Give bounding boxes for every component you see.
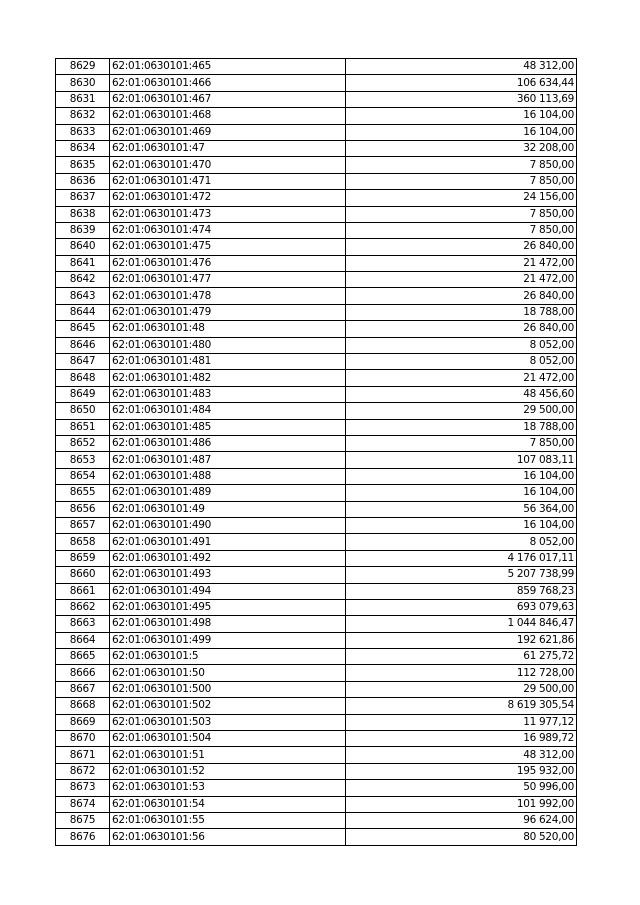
cadastral-value: 26 840,00 [346, 239, 577, 255]
row-number: 8668 [56, 698, 110, 714]
cadastral-number: 62:01:0630101:474 [110, 222, 346, 238]
table-row [56, 386, 577, 402]
row-number: 8658 [56, 534, 110, 550]
cadastral-value: 21 472,00 [346, 255, 577, 271]
table-body [56, 59, 577, 846]
cadastral-value: 1 044 846,47 [346, 616, 577, 632]
row-number: 8662 [56, 599, 110, 615]
cadastral-value: 26 840,00 [346, 288, 577, 304]
cadastral-value: 7 850,00 [346, 206, 577, 222]
cadastral-value: 18 788,00 [346, 419, 577, 435]
row-number: 8634 [56, 140, 110, 156]
table-row [56, 255, 577, 271]
row-number: 8671 [56, 747, 110, 763]
cadastral-value: 26 840,00 [346, 321, 577, 337]
table-row [56, 501, 577, 517]
cadastral-value: 16 104,00 [346, 517, 577, 533]
table-row [56, 75, 577, 91]
table-row [56, 140, 577, 156]
cadastral-value: 7 850,00 [346, 157, 577, 173]
row-number: 8651 [56, 419, 110, 435]
row-number: 8649 [56, 386, 110, 402]
cadastral-number: 62:01:0630101:475 [110, 239, 346, 255]
table-row [56, 59, 577, 75]
cadastral-value: 11 977,12 [346, 714, 577, 730]
table-row [56, 698, 577, 714]
cadastral-number: 62:01:0630101:476 [110, 255, 346, 271]
row-number: 8674 [56, 796, 110, 812]
row-number: 8635 [56, 157, 110, 173]
cadastral-number: 62:01:0630101:493 [110, 567, 346, 583]
cadastral-number: 62:01:0630101:53 [110, 780, 346, 796]
row-number: 8642 [56, 272, 110, 288]
cadastral-value: 48 456,60 [346, 386, 577, 402]
cadastral-number: 62:01:0630101:465 [110, 59, 346, 75]
cadastral-number: 62:01:0630101:5 [110, 649, 346, 665]
table-row [56, 206, 577, 222]
cadastral-value-table [55, 58, 577, 846]
cadastral-value: 50 996,00 [346, 780, 577, 796]
table-row [56, 370, 577, 386]
cadastral-value: 56 364,00 [346, 501, 577, 517]
cadastral-number: 62:01:0630101:49 [110, 501, 346, 517]
cadastral-value: 360 113,69 [346, 91, 577, 107]
cadastral-number: 62:01:0630101:467 [110, 91, 346, 107]
cadastral-number: 62:01:0630101:470 [110, 157, 346, 173]
table-row [56, 747, 577, 763]
row-number: 8665 [56, 649, 110, 665]
cadastral-value: 8 052,00 [346, 354, 577, 370]
cadastral-number: 62:01:0630101:472 [110, 190, 346, 206]
table-row [56, 812, 577, 828]
cadastral-number: 62:01:0630101:469 [110, 124, 346, 140]
cadastral-value: 693 079,63 [346, 599, 577, 615]
cadastral-number: 62:01:0630101:489 [110, 485, 346, 501]
row-number: 8653 [56, 452, 110, 468]
cadastral-number: 62:01:0630101:491 [110, 534, 346, 550]
cadastral-value: 192 621,86 [346, 632, 577, 648]
cadastral-number: 62:01:0630101:55 [110, 812, 346, 828]
table-row [56, 124, 577, 140]
table-row [56, 567, 577, 583]
cadastral-number: 62:01:0630101:498 [110, 616, 346, 632]
cadastral-value: 8 052,00 [346, 337, 577, 353]
cadastral-number: 62:01:0630101:52 [110, 763, 346, 779]
cadastral-value: 112 728,00 [346, 665, 577, 681]
cadastral-number: 62:01:0630101:494 [110, 583, 346, 599]
cadastral-number: 62:01:0630101:502 [110, 698, 346, 714]
row-number: 8633 [56, 124, 110, 140]
table-row [56, 534, 577, 550]
row-number: 8655 [56, 485, 110, 501]
row-number: 8667 [56, 681, 110, 697]
row-number: 8639 [56, 222, 110, 238]
cadastral-value: 29 500,00 [346, 681, 577, 697]
cadastral-value: 16 104,00 [346, 124, 577, 140]
table-row [56, 468, 577, 484]
table-row [56, 731, 577, 747]
row-number: 8631 [56, 91, 110, 107]
table-row [56, 304, 577, 320]
row-number: 8648 [56, 370, 110, 386]
row-number: 8630 [56, 75, 110, 91]
cadastral-value: 859 768,23 [346, 583, 577, 599]
row-number: 8654 [56, 468, 110, 484]
cadastral-value: 195 932,00 [346, 763, 577, 779]
cadastral-number: 62:01:0630101:485 [110, 419, 346, 435]
cadastral-value: 16 104,00 [346, 108, 577, 124]
cadastral-value: 101 992,00 [346, 796, 577, 812]
row-number: 8664 [56, 632, 110, 648]
cadastral-number: 62:01:0630101:473 [110, 206, 346, 222]
cadastral-value: 61 275,72 [346, 649, 577, 665]
table-row [56, 239, 577, 255]
cadastral-number: 62:01:0630101:479 [110, 304, 346, 320]
cadastral-value: 7 850,00 [346, 173, 577, 189]
cadastral-value: 7 850,00 [346, 435, 577, 451]
row-number: 8641 [56, 255, 110, 271]
row-number: 8661 [56, 583, 110, 599]
table-row [56, 485, 577, 501]
cadastral-number: 62:01:0630101:503 [110, 714, 346, 730]
cadastral-value: 107 083,11 [346, 452, 577, 468]
cadastral-number: 62:01:0630101:47 [110, 140, 346, 156]
table-row [56, 91, 577, 107]
row-number: 8657 [56, 517, 110, 533]
cadastral-number: 62:01:0630101:484 [110, 403, 346, 419]
table-row [56, 517, 577, 533]
row-number: 8675 [56, 812, 110, 828]
cadastral-value: 48 312,00 [346, 59, 577, 75]
cadastral-value: 24 156,00 [346, 190, 577, 206]
cadastral-value: 21 472,00 [346, 272, 577, 288]
table-row [56, 681, 577, 697]
cadastral-number: 62:01:0630101:478 [110, 288, 346, 304]
row-number: 8645 [56, 321, 110, 337]
row-number: 8656 [56, 501, 110, 517]
row-number: 8643 [56, 288, 110, 304]
cadastral-number: 62:01:0630101:481 [110, 354, 346, 370]
cadastral-number: 62:01:0630101:500 [110, 681, 346, 697]
cadastral-number: 62:01:0630101:477 [110, 272, 346, 288]
row-number: 8652 [56, 435, 110, 451]
cadastral-number: 62:01:0630101:495 [110, 599, 346, 615]
cadastral-value: 21 472,00 [346, 370, 577, 386]
table-row [56, 616, 577, 632]
cadastral-value: 48 312,00 [346, 747, 577, 763]
table-row [56, 272, 577, 288]
row-number: 8647 [56, 354, 110, 370]
table-row [56, 583, 577, 599]
cadastral-number: 62:01:0630101:480 [110, 337, 346, 353]
cadastral-value: 32 208,00 [346, 140, 577, 156]
cadastral-number: 62:01:0630101:50 [110, 665, 346, 681]
row-number: 8660 [56, 567, 110, 583]
table-row [56, 780, 577, 796]
cadastral-number: 62:01:0630101:483 [110, 386, 346, 402]
cadastral-number: 62:01:0630101:487 [110, 452, 346, 468]
row-number: 8650 [56, 403, 110, 419]
table-row [56, 419, 577, 435]
table-row [56, 665, 577, 681]
cadastral-number: 62:01:0630101:486 [110, 435, 346, 451]
row-number: 8636 [56, 173, 110, 189]
row-number: 8670 [56, 731, 110, 747]
row-number: 8644 [56, 304, 110, 320]
table-row [56, 157, 577, 173]
table-row [56, 173, 577, 189]
row-number: 8676 [56, 829, 110, 845]
row-number: 8672 [56, 763, 110, 779]
cadastral-number: 62:01:0630101:488 [110, 468, 346, 484]
table-row [56, 354, 577, 370]
row-number: 8673 [56, 780, 110, 796]
table-row [56, 714, 577, 730]
row-number: 8632 [56, 108, 110, 124]
cadastral-number: 62:01:0630101:490 [110, 517, 346, 533]
cadastral-value: 96 624,00 [346, 812, 577, 828]
table-row [56, 403, 577, 419]
row-number: 8640 [56, 239, 110, 255]
table-row [56, 829, 577, 845]
table-row [56, 550, 577, 566]
table-row [56, 321, 577, 337]
row-number: 8669 [56, 714, 110, 730]
row-number: 8666 [56, 665, 110, 681]
cadastral-value: 16 104,00 [346, 468, 577, 484]
table-row [56, 337, 577, 353]
table-row [56, 796, 577, 812]
table-row [56, 649, 577, 665]
cadastral-value: 5 207 738,99 [346, 567, 577, 583]
table-row [56, 763, 577, 779]
table-row [56, 435, 577, 451]
cadastral-value: 8 052,00 [346, 534, 577, 550]
cadastral-value: 29 500,00 [346, 403, 577, 419]
cadastral-value: 106 634,44 [346, 75, 577, 91]
table-row [56, 222, 577, 238]
table-row [56, 288, 577, 304]
table-row [56, 452, 577, 468]
row-number: 8646 [56, 337, 110, 353]
cadastral-number: 62:01:0630101:54 [110, 796, 346, 812]
cadastral-value: 4 176 017,11 [346, 550, 577, 566]
cadastral-number: 62:01:0630101:468 [110, 108, 346, 124]
row-number: 8663 [56, 616, 110, 632]
cadastral-number: 62:01:0630101:499 [110, 632, 346, 648]
cadastral-value: 80 520,00 [346, 829, 577, 845]
cadastral-number: 62:01:0630101:51 [110, 747, 346, 763]
cadastral-value: 7 850,00 [346, 222, 577, 238]
table-row [56, 190, 577, 206]
cadastral-value: 16 989,72 [346, 731, 577, 747]
cadastral-number: 62:01:0630101:471 [110, 173, 346, 189]
cadastral-value: 8 619 305,54 [346, 698, 577, 714]
table-row [56, 599, 577, 615]
cadastral-number: 62:01:0630101:482 [110, 370, 346, 386]
row-number: 8638 [56, 206, 110, 222]
row-number: 8659 [56, 550, 110, 566]
row-number: 8637 [56, 190, 110, 206]
cadastral-value: 18 788,00 [346, 304, 577, 320]
table-row [56, 108, 577, 124]
cadastral-number: 62:01:0630101:48 [110, 321, 346, 337]
cadastral-number: 62:01:0630101:466 [110, 75, 346, 91]
table-row [56, 632, 577, 648]
cadastral-value: 16 104,00 [346, 485, 577, 501]
cadastral-number: 62:01:0630101:492 [110, 550, 346, 566]
row-number: 8629 [56, 59, 110, 75]
cadastral-number: 62:01:0630101:504 [110, 731, 346, 747]
cadastral-number: 62:01:0630101:56 [110, 829, 346, 845]
